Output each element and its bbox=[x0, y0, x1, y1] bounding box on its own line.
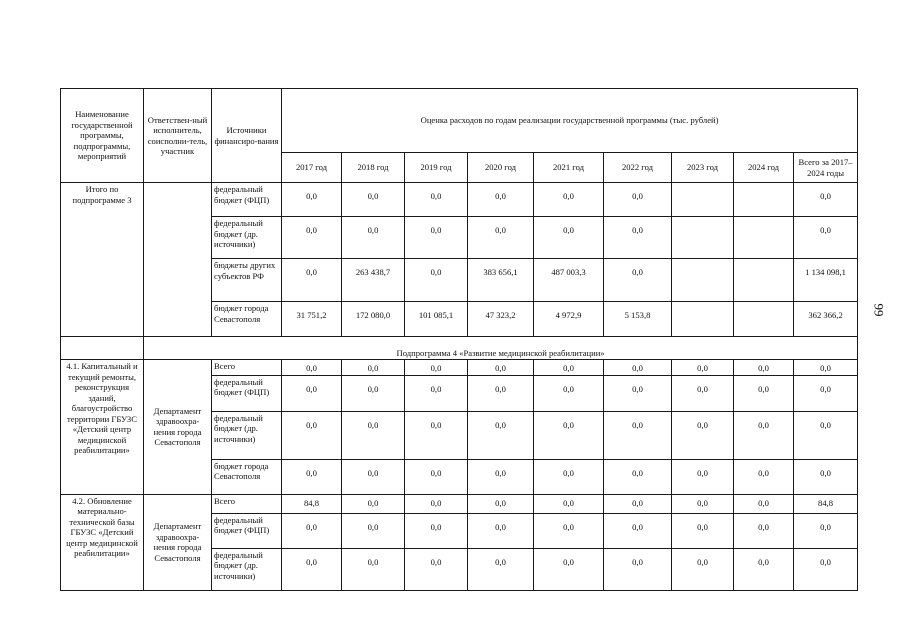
table-row bbox=[61, 494, 858, 513]
value-cell: 0,0 bbox=[534, 459, 604, 494]
value-cell: 0,0 bbox=[534, 360, 604, 376]
table-row bbox=[61, 183, 858, 217]
total-cell: 0,0 bbox=[794, 217, 858, 259]
value-cell: 0,0 bbox=[405, 259, 468, 302]
value-cell: 0,0 bbox=[342, 548, 405, 590]
total-cell: 0,0 bbox=[794, 360, 858, 376]
value-cell: 0,0 bbox=[405, 459, 468, 494]
value-cell: 0,0 bbox=[468, 217, 534, 259]
header-name: Наименование государственной программы, подпрограммы, мероприятий bbox=[61, 89, 144, 183]
value-cell: 0,0 bbox=[672, 360, 734, 376]
subprogram-title: Подпрограмма 4 «Развитие медицинской реабилитации» bbox=[144, 337, 858, 360]
value-cell bbox=[672, 259, 734, 302]
measure-name: Итого по подпрограмме 3 bbox=[61, 183, 144, 337]
value-cell: 0,0 bbox=[405, 375, 468, 411]
year-header: 2022 год bbox=[604, 153, 672, 183]
blank-cell bbox=[61, 337, 144, 360]
responsible-cell bbox=[144, 183, 212, 337]
budget-table bbox=[60, 88, 858, 591]
value-cell: 0,0 bbox=[342, 494, 405, 513]
value-cell bbox=[672, 217, 734, 259]
funding-source: бюджет города Севастополя bbox=[212, 459, 282, 494]
measure-name: 4.2. Обновление материально-технической базы ГБУЗС «Детский центр медицинской реабилитации» bbox=[61, 494, 144, 590]
value-cell: 0,0 bbox=[534, 494, 604, 513]
year-header: 2017 год bbox=[282, 153, 342, 183]
value-cell: 0,0 bbox=[468, 360, 534, 376]
value-cell: 0,0 bbox=[604, 360, 672, 376]
year-header: 2020 год bbox=[468, 153, 534, 183]
value-cell: 0,0 bbox=[534, 411, 604, 459]
value-cell: 0,0 bbox=[604, 494, 672, 513]
header-source: Источники финансиро-вания bbox=[212, 89, 282, 183]
value-cell: 383 656,1 bbox=[468, 259, 534, 302]
value-cell: 0,0 bbox=[282, 375, 342, 411]
value-cell: 0,0 bbox=[468, 411, 534, 459]
value-cell: 0,0 bbox=[534, 548, 604, 590]
value-cell bbox=[734, 217, 794, 259]
value-cell: 263 438,7 bbox=[342, 259, 405, 302]
value-cell: 31 751,2 bbox=[282, 302, 342, 337]
header-responsible: Ответствен-ный исполнитель, соисполни-тель, участник bbox=[144, 89, 212, 183]
value-cell: 0,0 bbox=[534, 513, 604, 548]
value-cell: 0,0 bbox=[342, 513, 405, 548]
value-cell: 0,0 bbox=[342, 217, 405, 259]
value-cell: 0,0 bbox=[468, 375, 534, 411]
funding-source: федеральный бюджет (др. источники) bbox=[212, 411, 282, 459]
value-cell: 0,0 bbox=[604, 411, 672, 459]
value-cell: 0,0 bbox=[405, 411, 468, 459]
value-cell: 0,0 bbox=[604, 513, 672, 548]
funding-source: Всего bbox=[212, 360, 282, 376]
funding-source: федеральный бюджет (ФЦП) bbox=[212, 375, 282, 411]
value-cell: 84,8 bbox=[282, 494, 342, 513]
page-number: 99 bbox=[871, 303, 887, 317]
value-cell: 0,0 bbox=[734, 375, 794, 411]
total-cell: 0,0 bbox=[794, 183, 858, 217]
value-cell: 0,0 bbox=[282, 217, 342, 259]
value-cell: 0,0 bbox=[734, 459, 794, 494]
funding-source: федеральный бюджет (др. источники) bbox=[212, 217, 282, 259]
value-cell: 0,0 bbox=[604, 375, 672, 411]
value-cell bbox=[734, 302, 794, 337]
value-cell: 0,0 bbox=[672, 513, 734, 548]
table-row bbox=[61, 360, 858, 376]
total-cell: 0,0 bbox=[794, 375, 858, 411]
value-cell: 487 003,3 bbox=[534, 259, 604, 302]
measure-name: 4.1. Капитальный и текущий ремонты, реконструкция зданий, благоустройство территории ГБУЗС «Детский центр медицинской реабилитации» bbox=[61, 360, 144, 495]
funding-source: федеральный бюджет (ФЦП) bbox=[212, 513, 282, 548]
total-cell: 0,0 bbox=[794, 411, 858, 459]
value-cell: 0,0 bbox=[405, 494, 468, 513]
value-cell: 0,0 bbox=[604, 548, 672, 590]
total-cell: 0,0 bbox=[794, 548, 858, 590]
funding-source: бюджеты других субъектов РФ bbox=[212, 259, 282, 302]
value-cell: 0,0 bbox=[405, 548, 468, 590]
year-header: 2021 год bbox=[534, 153, 604, 183]
funding-source: бюджет города Севастополя bbox=[212, 302, 282, 337]
value-cell: 0,0 bbox=[534, 375, 604, 411]
value-cell: 0,0 bbox=[405, 360, 468, 376]
value-cell: 0,0 bbox=[604, 259, 672, 302]
value-cell: 0,0 bbox=[405, 183, 468, 217]
value-cell: 0,0 bbox=[342, 459, 405, 494]
total-cell: 0,0 bbox=[794, 513, 858, 548]
value-cell: 0,0 bbox=[468, 459, 534, 494]
value-cell: 0,0 bbox=[534, 217, 604, 259]
responsible-cell: Департамент здравоохра-нения города Севастополя bbox=[144, 494, 212, 590]
value-cell: 0,0 bbox=[342, 183, 405, 217]
value-cell: 0,0 bbox=[672, 411, 734, 459]
value-cell: 0,0 bbox=[405, 217, 468, 259]
value-cell: 0,0 bbox=[734, 360, 794, 376]
value-cell bbox=[672, 183, 734, 217]
responsible-cell: Департамент здравоохра-нения города Севастополя bbox=[144, 360, 212, 495]
funding-source: федеральный бюджет (др. источники) bbox=[212, 548, 282, 590]
value-cell: 0,0 bbox=[405, 513, 468, 548]
value-cell: 0,0 bbox=[468, 548, 534, 590]
value-cell: 0,0 bbox=[672, 548, 734, 590]
value-cell: 0,0 bbox=[604, 217, 672, 259]
value-cell: 47 323,2 bbox=[468, 302, 534, 337]
total-cell: 1 134 098,1 bbox=[794, 259, 858, 302]
value-cell: 0,0 bbox=[468, 494, 534, 513]
value-cell: 172 080,0 bbox=[342, 302, 405, 337]
value-cell: 0,0 bbox=[672, 375, 734, 411]
header-estimate: Оценка расходов по годам реализации государственной программы (тыс. рублей) bbox=[282, 89, 858, 153]
value-cell: 0,0 bbox=[282, 459, 342, 494]
value-cell: 0,0 bbox=[342, 360, 405, 376]
year-header: 2023 год bbox=[672, 153, 734, 183]
value-cell: 0,0 bbox=[468, 513, 534, 548]
value-cell: 0,0 bbox=[734, 548, 794, 590]
value-cell: 5 153,8 bbox=[604, 302, 672, 337]
value-cell: 0,0 bbox=[534, 183, 604, 217]
value-cell: 0,0 bbox=[342, 375, 405, 411]
value-cell: 0,0 bbox=[342, 411, 405, 459]
value-cell: 0,0 bbox=[282, 411, 342, 459]
value-cell: 0,0 bbox=[604, 183, 672, 217]
funding-source: федеральный бюджет (ФЦП) bbox=[212, 183, 282, 217]
value-cell: 0,0 bbox=[282, 360, 342, 376]
header-row bbox=[61, 89, 858, 153]
value-cell: 0,0 bbox=[282, 183, 342, 217]
value-cell bbox=[734, 259, 794, 302]
value-cell bbox=[734, 183, 794, 217]
value-cell: 0,0 bbox=[468, 183, 534, 217]
funding-source: Всего bbox=[212, 494, 282, 513]
year-header: 2024 год bbox=[734, 153, 794, 183]
total-header: Всего за 2017–2024 годы bbox=[794, 153, 858, 183]
value-cell: 4 972,9 bbox=[534, 302, 604, 337]
value-cell: 0,0 bbox=[672, 494, 734, 513]
total-cell: 362 366,2 bbox=[794, 302, 858, 337]
value-cell: 101 085,1 bbox=[405, 302, 468, 337]
value-cell: 0,0 bbox=[672, 459, 734, 494]
value-cell: 0,0 bbox=[604, 459, 672, 494]
total-cell: 84,8 bbox=[794, 494, 858, 513]
value-cell bbox=[672, 302, 734, 337]
value-cell: 0,0 bbox=[282, 259, 342, 302]
value-cell: 0,0 bbox=[734, 494, 794, 513]
total-cell: 0,0 bbox=[794, 459, 858, 494]
year-header: 2018 год bbox=[342, 153, 405, 183]
value-cell: 0,0 bbox=[282, 548, 342, 590]
subprogram-row bbox=[61, 337, 858, 360]
value-cell: 0,0 bbox=[282, 513, 342, 548]
year-header: 2019 год bbox=[405, 153, 468, 183]
value-cell: 0,0 bbox=[734, 513, 794, 548]
value-cell: 0,0 bbox=[734, 411, 794, 459]
